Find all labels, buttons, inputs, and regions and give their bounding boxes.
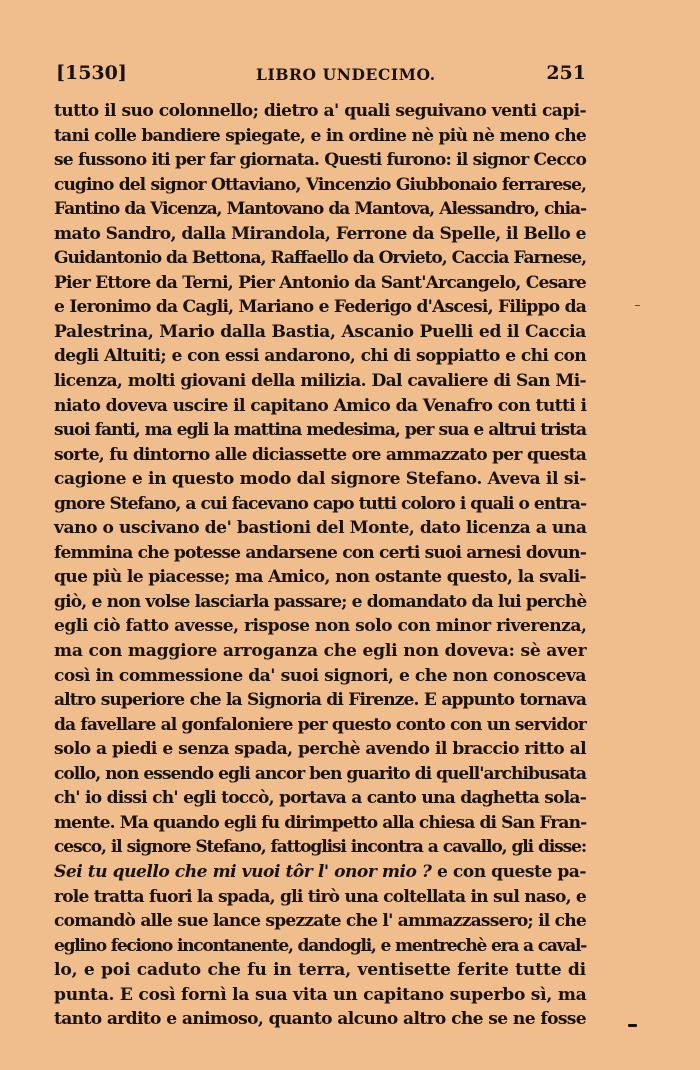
text-line: cesco, il signore Stefano, fattoglisi incontra a cavallo, gli disse: bbox=[54, 837, 586, 858]
text-line: sorte, fu dintorno alle diciassette ore ammazzato per questa bbox=[54, 444, 586, 465]
text-line: collo, non essendo egli ancor ben guarito di quell'archibusata bbox=[54, 763, 586, 784]
text-line: degli Altuiti; e con essi andarono, chi di soppiatto e chi con bbox=[54, 346, 586, 367]
text-line: gnore Stefano, a cui facevano capo tutti coloro i quali o entra- bbox=[54, 493, 586, 514]
text-line: punta. E così fornì la sua vita un capitano superbo sì, ma bbox=[54, 984, 587, 1005]
text-line: niato doveva uscire il capitano Amico da Venafro con tutti i bbox=[54, 395, 587, 416]
text-line: eglino feciono incontanente, dandogli, e mentrechè era a caval- bbox=[54, 935, 586, 956]
text-line: tutto il suo colonnello; dietro a' quali seguivano venti capi- bbox=[54, 101, 586, 121]
text-line: e Ieronimo da Cagli, Mariano e Federigo d'Ascesi, Filippo da bbox=[54, 297, 586, 318]
quoted-speech: Sei tu quello che mi vuoi tôr l' onor mio ? bbox=[54, 861, 432, 882]
text-line: egli ciò fatto avesse, rispose non solo con minor riverenza, bbox=[54, 616, 587, 637]
text-line: tanto ardito e animoso, quanto alcuno altro che se ne fosse bbox=[54, 1009, 586, 1030]
text-line: Pier Ettore da Terni, Pier Antonio da Sant'Arcangelo, Cesare bbox=[54, 272, 586, 293]
text-line: Palestrina, Mario dalla Bastia, Ascanio Puelli ed il Caccia bbox=[54, 321, 586, 342]
text-line: cugino del signor Ottaviano, Vincenzio Giubbonaio ferrarese, bbox=[54, 174, 586, 195]
text-line: que più le piacesse; ma Amico, non ostante questo, la svali- bbox=[54, 567, 586, 588]
text-line-rest: e con queste pa- bbox=[431, 861, 586, 882]
text-line: cagione e in questo modo dal signore Stefano. Aveva il si- bbox=[54, 469, 586, 490]
text-line: tani colle bandiere spiegate, e in ordine nè più nè meno che bbox=[54, 125, 586, 146]
text-line: suoi fanti, ma egli la mattina medesima, per sua e altrui trista bbox=[54, 420, 586, 441]
text-line: Guidantonio da Bettona, Raffaello da Orvieto, Caccia Farnese, bbox=[54, 248, 586, 269]
text-line: ma con maggiore arroganza che egli non doveva: sè aver bbox=[54, 641, 587, 662]
text-line-quote bbox=[54, 860, 586, 885]
text-line: mato Sandro, dalla Mirandola, Ferrone da Spelle, il Bello e bbox=[54, 223, 587, 244]
margin-mark bbox=[635, 305, 640, 306]
running-header bbox=[56, 62, 586, 88]
page-number: 251 bbox=[546, 62, 586, 84]
text-line: comandò alle sue lance spezzate che l' ammazzassero; il che bbox=[54, 911, 586, 932]
text-line: vano o uscivano de' bastioni del Monte, dato licenza a una bbox=[54, 518, 587, 539]
text-line: solo a piedi e senza spada, perchè avendo il braccio ritto al bbox=[54, 739, 586, 760]
ink-mark bbox=[628, 1024, 637, 1027]
header-book-title: LIBRO UNDECIMO. bbox=[256, 65, 436, 84]
text-line: Fantino da Vicenza, Mantovano da Mantova, Alessandro, chia- bbox=[54, 199, 586, 220]
text-line: lo, e poi caduto che fu in terra, ventisette ferite tutte di bbox=[54, 960, 586, 981]
text-line: femmina che potesse andarsene con certi suoi arnesi dovun- bbox=[54, 542, 586, 563]
body-text bbox=[54, 99, 586, 1032]
header-year: [1530] bbox=[56, 62, 127, 84]
text-line: giò, e non volse lasciarla passare; e domandato da lui perchè bbox=[54, 591, 587, 612]
text-line: role tratta fuori la spada, gli tirò una coltellata in sul naso, e bbox=[54, 886, 586, 907]
text-line: se fussono iti per far giornata. Questi furono: il signor Cecco bbox=[54, 150, 586, 171]
text-line: licenza, molti giovani della milizia. Dal cavaliere di San Mi- bbox=[54, 371, 586, 392]
text-line: ch' io dissi ch' egli toccò, portava a canto una daghetta sola- bbox=[54, 788, 586, 809]
text-line: mente. Ma quando egli fu dirimpetto alla chiesa di San Fran- bbox=[54, 812, 587, 833]
text-line: da favellare al gonfaloniere per questo conto con un servidor bbox=[54, 714, 586, 735]
text-line: altro superiore che la Signoria di Firenze. E appunto tornava bbox=[54, 690, 586, 711]
text-line: così in commessione da' suoi signori, e che non conosceva bbox=[54, 665, 586, 686]
